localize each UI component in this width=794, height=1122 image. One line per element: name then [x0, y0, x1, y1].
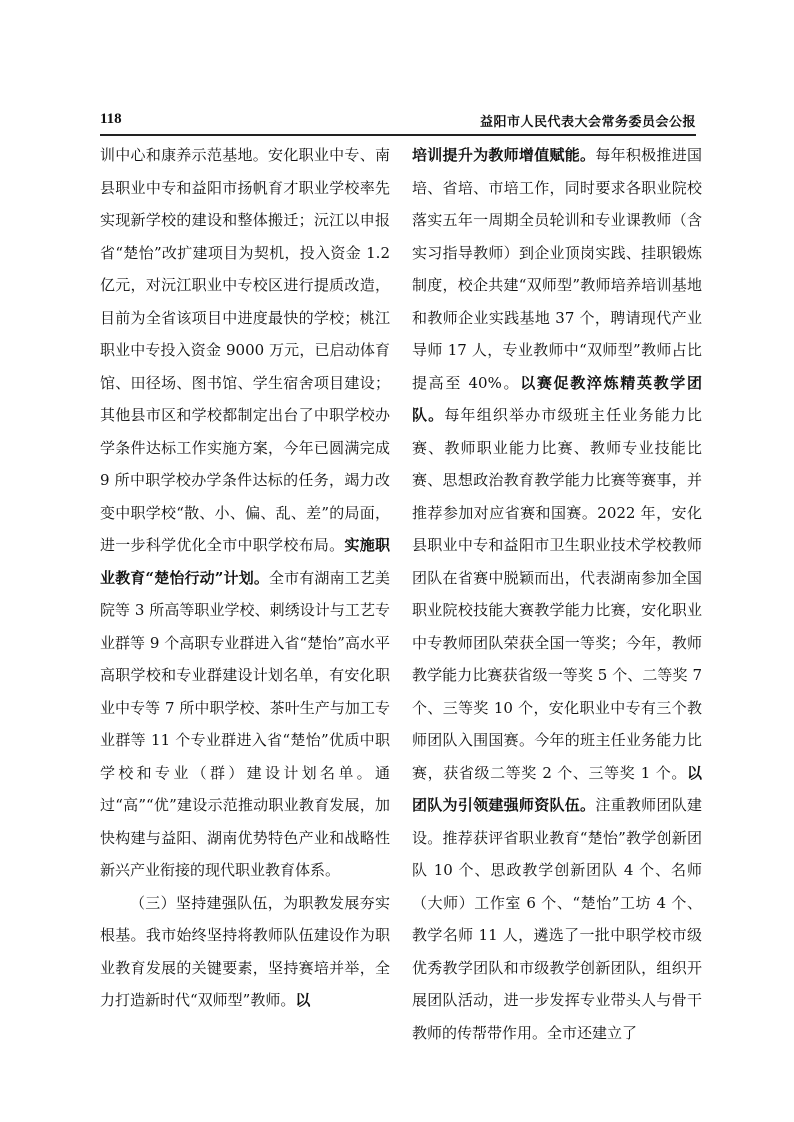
header-rule: [100, 134, 696, 136]
paragraph-text: 每年组织举办市级班主任业务能力比赛、教师职业能力比赛、教师专业技能比赛、思想政治教育教学能力比赛等赛事，并推荐参加对应省赛和国赛。2022 年，安化县职业中专和益阳市卫生职业技术学校教师团队在省赛中脱颖而出，代表湖南参加全国职业院校技能大赛教学能力比赛，安化职业中专教师团队荣获全国一等奖；今年，教师教学能力比赛获省级一等奖 5 个、二等奖 7 个、三等奖 10 个，安化职业中专有三个教师团队入围国赛。今年的班主任业务能力比赛，获省级二等奖 2 个、三等奖 1 个。: [412, 406, 702, 782]
paragraph-continuation: [100, 139, 390, 887]
bold-lead-sentence: 以: [295, 991, 311, 1009]
page-number: 118: [100, 111, 122, 127]
paragraph-text: 训中心和康养示范基地。安化职业中专、南县职业中专和益阳市扬帆育才职业学校率先实现新学校的建设和整体搬迁；沅江以申报省“楚怡”改扩建项目为契机，投入资金 1.2 亿元，对沅江职业中专校区进行提质改造，目前为全省该项目中进度最快的学校；桃江职业中专投入资金 9000 万元，已启动体育馆、田径场、图书馆、学生宿舍项目建设；其他县市区和学校都制定出台了中职学校办学条件达标工作实施方案，今年已圆满完成 9 所中职学校办学条件达标的任务，竭力改变中职学校“散、小、偏、乱、差”的局面，进一步科学优化全市中职学校布局。: [100, 146, 390, 554]
paragraph-continuation: [412, 139, 702, 1049]
paragraph-text: 每年积极推进国培、省培、市培工作，同时要求各职业院校落实五年一周期全员轮训和专业课教师（含实习指导教师）到企业顶岗实践、挂职锻炼制度，校企共建“双师型”教师培养培训基地和教师企业实践基地 37 个，聘请现代产业导师 17 人，专业教师中“双师型”教师占比提高至 40%。: [412, 146, 702, 392]
page-header: [100, 108, 696, 132]
paragraph-text: 注重教师团队建设。推荐获评省职业教育“楚怡”教学创新团队 10 个、思政教学创新团队 4 个、名师（大师）工作室 6 个、“楚怡”工坊 4 个、教学名师 11 人，遴选了一批中职学校市级优秀教学团队和市级教学创新团队，组织开展团队活动，进一步发挥专业带头人与骨干教师的传帮带作用。全市还建立了: [412, 796, 702, 1042]
section-heading: （三）坚持建强队伍，为职教发展夯实根基。: [100, 893, 390, 944]
bold-lead-sentence: 培训提升为教师增值赋能。: [412, 146, 596, 164]
left-column: [100, 139, 390, 1084]
right-column: [412, 139, 702, 1084]
paragraph-text: 我市始终坚持将教师队伍建设作为职业教育发展的关键要素，坚持赛培并举，全力打造新时代“双师型”教师。: [100, 926, 390, 1009]
paragraph-text: 全市有湖南工艺美院等 3 所高等职业学校、刺绣设计与工艺专业群等 9 个高职专业群进入省“楚怡”高水平高职学校和专业群建设计划名单，有安化职业中专等 7 所中职学校、茶叶生产与加工专业群等 11 个专业群进入省“楚怡”优质中职学校和专业（群）建设计划名单。通过“高”“优”建设示范推动职业教育发展，加快构建与益阳、湖南优势特色产业和战略性新兴产业衔接的现代职业教育体系。: [100, 568, 390, 879]
bold-lead-sentence: 以团队为引领建强师资队伍。: [412, 763, 702, 814]
journal-title: 益阳市人民代表大会常务委员会公报: [479, 115, 696, 130]
bold-lead-sentence: 以赛促教淬炼精英教学团队。: [412, 373, 702, 424]
section-paragraph: [100, 887, 390, 1017]
bold-lead-sentence: 实施职业教育“楚怡行动”计划。: [100, 536, 390, 587]
